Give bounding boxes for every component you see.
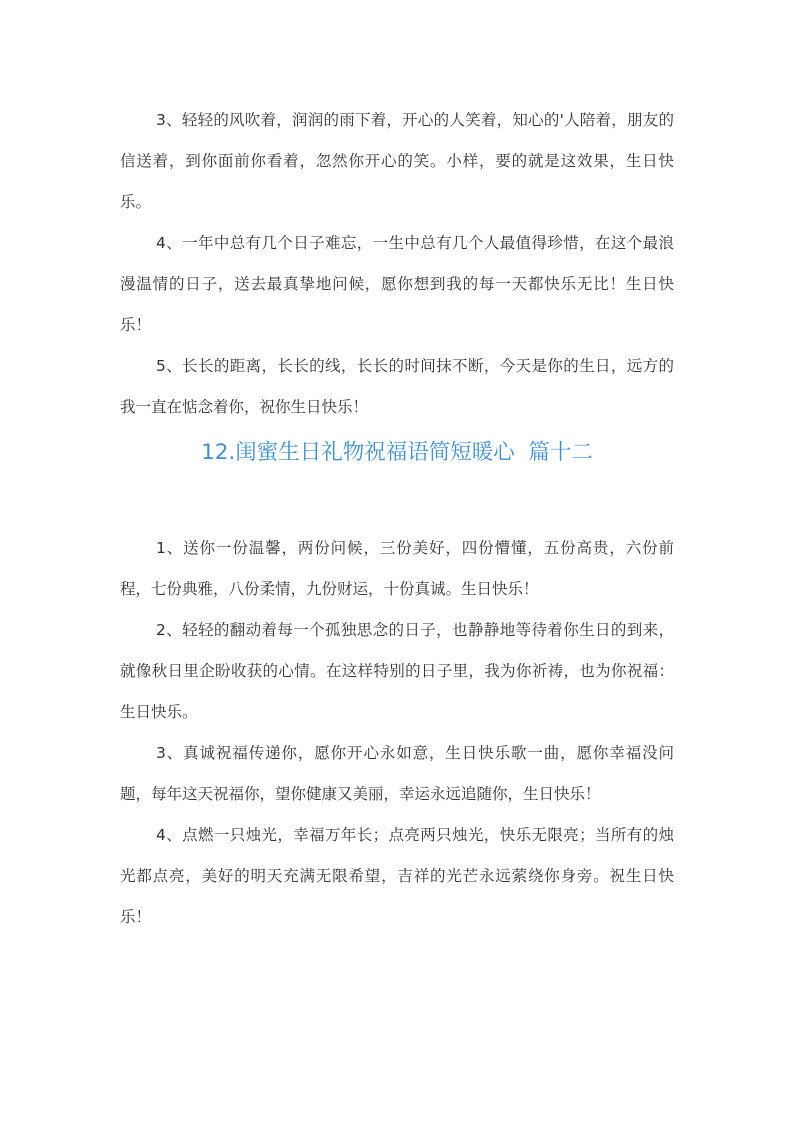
paragraph-wish-3b: 3、真诚祝福传递你，愿你开心永如意，生日快乐歌一曲，愿你幸福没问题，每年这天祝福你，望你健康又美丽，幸运永远追随你，生日快乐！ (120, 744, 674, 803)
section-heading: 12.闺蜜生日礼物祝福语简短暖心 篇十二 (201, 440, 593, 465)
paragraph-wish-3: 3、轻轻的风吹着，润润的雨下着，开心的人笑着，知心的'人陪着，朋友的信送着，到你面前你看着，忽然你开心的笑。小样，要的就是这效果，生日快乐。 (120, 111, 674, 211)
paragraph-wish-1: 1、送你一份温馨，两份问候，三份美好，四份懵懂，五份高贵，六份前程，七份典雅，八份柔情，九份财运，十份真诚。生日快乐！ (120, 539, 674, 598)
paragraph-wish-5: 5、长长的距离，长长的线，长长的时间抹不断，今天是你的生日，远方的我一直在惦念着你，祝你生日快乐！ (120, 357, 674, 416)
paragraph-wish-2: 2、轻轻的翻动着每一个孤独思念的日子，也静静地等待着你生日的到来，就像秋日里企盼收获的心情。在这样特别的日子里，我为你祈祷，也为你祝福：生日快乐。 (120, 621, 674, 721)
paragraph-wish-4: 4、一年中总有几个日子难忘，一生中总有几个人最值得珍惜，在这个最浪漫温情的日子，送去最真挚地问候，愿你想到我的每一天都快乐无比！生日快乐！ (120, 234, 674, 334)
paragraph-wish-4b: 4、点燃一只烛光，幸福万年长；点亮两只烛光，快乐无限亮；当所有的烛光都点亮，美好的明天充满无限希望，吉祥的光芒永远萦绕你身旁。祝生日快乐！ (120, 826, 674, 926)
document-body (120, 100, 674, 938)
